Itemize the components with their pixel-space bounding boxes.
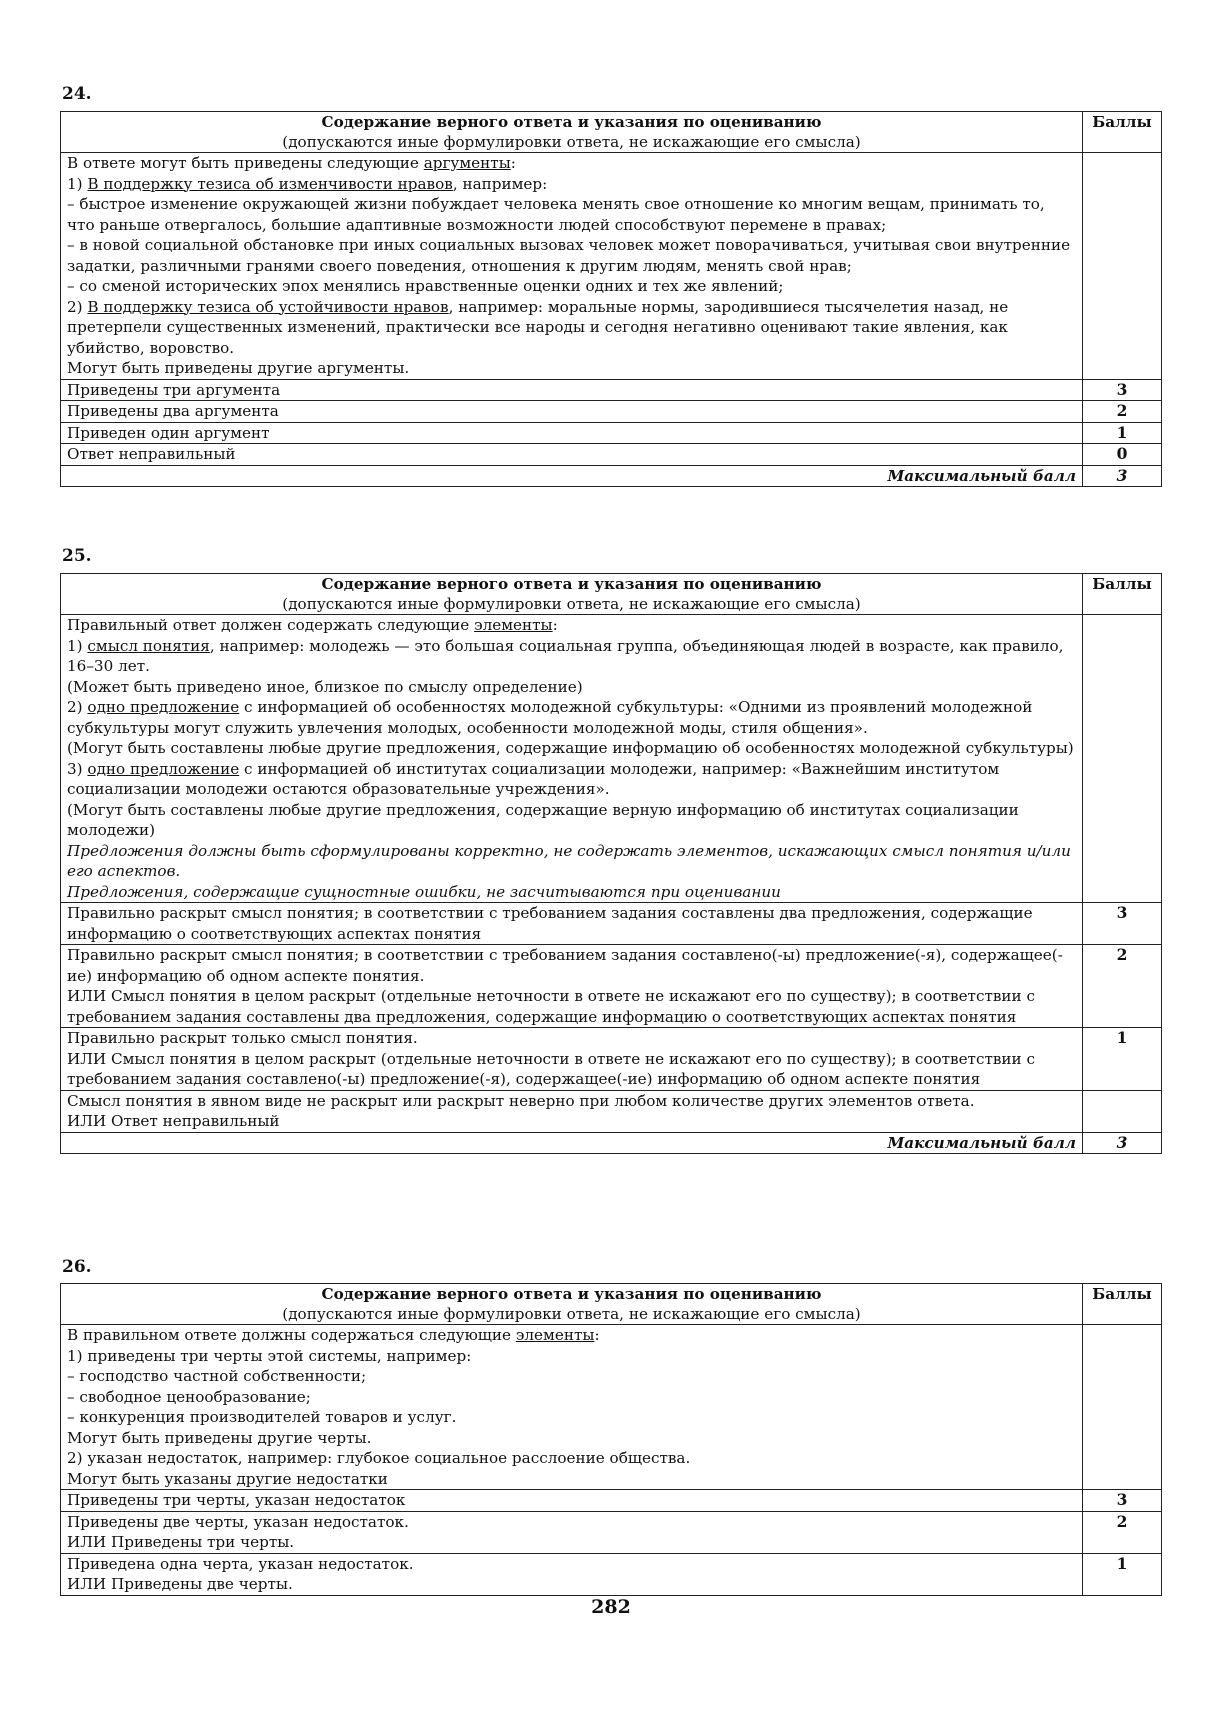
score-row: [61, 379, 1162, 401]
text: 3): [67, 759, 88, 778]
question-number-24: 24.: [62, 84, 92, 104]
score-row: [61, 444, 1162, 466]
header-title: Содержание верного ответа и указания по оцениванию: [321, 113, 822, 131]
criterion-line: Приведена одна черта, указан недостаток.: [67, 1554, 414, 1573]
criterion-line: Правильно раскрыт смысл понятия; в соответствии с требованием задания составлены два предложения, содержащие информацию о соответствующих аспектах понятия: [67, 904, 1033, 943]
content-line: Могут быть указаны другие недостатки: [67, 1469, 388, 1488]
header-title: Содержание верного ответа и указания по оцениванию: [321, 1285, 822, 1303]
text: , например: молодежь — это большая социальная группа, объединяющая людей в возрасте, как правило, 16–30 лет.: [67, 636, 1064, 675]
text: :: [552, 616, 558, 634]
answer-content: [61, 1325, 1083, 1490]
points-cell: [1083, 153, 1162, 380]
score-row: [61, 1553, 1162, 1595]
score-points: 2: [1083, 1511, 1162, 1553]
answer-table-25: [60, 573, 1162, 1154]
note-line: (Могут быть составлены любые другие предложения, содержащие верную информацию об институтах социализации молодежи): [67, 800, 1019, 839]
score-criterion: [61, 945, 1083, 1028]
note-line: (Может быть приведено иное, близкое по смыслу определение): [67, 677, 583, 696]
points-cell: [1083, 1325, 1162, 1490]
max-score-points: 3: [1083, 465, 1162, 487]
italic-note: Предложения, содержащие сущностные ошибки, не засчитываются при оценивании: [67, 882, 781, 901]
score-row: [61, 1511, 1162, 1553]
page-number: 282: [591, 1596, 631, 1618]
score-points: 1: [1083, 1028, 1162, 1091]
header-points: Баллы: [1083, 112, 1162, 153]
answer-table-24: [60, 111, 1162, 487]
text: 2): [67, 297, 88, 316]
score-criterion: [61, 1553, 1083, 1595]
header-content: [61, 1284, 1083, 1325]
criterion-line: ИЛИ Смысл понятия в целом раскрыт (отдельные неточности в ответе не искажают его по существу); в соответствии с требованием задания составлены два предложения, содержащие информацию о соответствующих аспектах понятия: [67, 987, 1035, 1026]
max-score-label: Максимальный балл: [61, 465, 1083, 487]
note-line: Могут быть приведены другие аргументы.: [67, 359, 410, 377]
score-points: 3: [1083, 1490, 1162, 1512]
answer-content-row: [61, 153, 1162, 380]
score-points: 1: [1083, 422, 1162, 444]
text: , например:: [452, 174, 548, 193]
criterion-line: ИЛИ Приведены три черты.: [67, 1533, 295, 1551]
text: с информацией об институтах социализации молодежи, например: «Важнейшим институтом социализации молодежи остаются образовательные учреждения».: [67, 759, 1000, 798]
score-criterion: Приведены два аргумента: [61, 401, 1083, 423]
answer-table-26: [60, 1283, 1162, 1596]
score-row: [61, 1028, 1162, 1091]
underlined-text: одно предложение: [87, 698, 240, 716]
answer-content-row: [61, 615, 1162, 903]
table-header: [61, 112, 1162, 153]
question-number-26: 26.: [62, 1257, 92, 1277]
score-criterion: [61, 1490, 1083, 1512]
answer-content: [61, 615, 1083, 903]
score-row: [61, 1090, 1162, 1132]
text: 1): [67, 636, 88, 655]
header-subtitle: (допускаются иные формулировки ответа, не искажающие его смысла): [282, 595, 861, 613]
underlined-text: элементы: [474, 616, 553, 634]
text: , например: моральные нормы, зародившиеся тысячелетия назад, не претерпели существенных изменений, практически все народы и сегодня негативно оценивают такие явления, как убийство, воровство.: [67, 297, 1009, 357]
criterion-line: Приведены две черты, указан недостаток.: [67, 1512, 409, 1531]
question-number-25: 25.: [62, 546, 92, 566]
score-criterion: [61, 1090, 1083, 1132]
header-points: Баллы: [1083, 574, 1162, 615]
content-line: – конкуренция производителей товаров и услуг.: [67, 1408, 457, 1426]
underlined-text: смысл понятия: [87, 636, 210, 655]
score-points: 2: [1083, 945, 1162, 1028]
content-line: Могут быть приведены другие черты.: [67, 1428, 372, 1447]
underlined-text: одно предложение: [87, 759, 240, 778]
criterion-line: Приведены три черты, указан недостаток: [67, 1491, 406, 1509]
score-criterion: Приведены три аргумента: [61, 379, 1083, 401]
score-points: 0: [1083, 444, 1162, 466]
argument-line: – быстрое изменение окружающей жизни побуждает человека менять свое отношение ко многим вещам, принимать то, что раньше отвергалось, большие адаптивные возможности людей способствуют перемене в правах;: [67, 195, 1045, 234]
content-line: – господство частной собственности;: [67, 1367, 367, 1385]
score-row: [61, 422, 1162, 444]
score-points: 3: [1083, 903, 1162, 945]
underlined-text: В поддержку тезиса об изменчивости нравов: [87, 174, 453, 193]
criterion-line: Правильно раскрыт только смысл понятия.: [67, 1029, 418, 1047]
score-criterion: [61, 903, 1083, 945]
score-points: 2: [1083, 401, 1162, 423]
max-score-label: Максимальный балл: [61, 1132, 1083, 1154]
header-points: Баллы: [1083, 1284, 1162, 1325]
header-title: Содержание верного ответа и указания по оцениванию: [321, 575, 822, 593]
score-row: [61, 903, 1162, 945]
underlined-text: аргументы: [423, 154, 511, 172]
text: 1): [67, 174, 88, 193]
underlined-text: В поддержку тезиса об устойчивости нравов: [87, 297, 449, 316]
criterion-line: ИЛИ Приведены две черты.: [67, 1575, 293, 1593]
text: с информацией об особенностях молодежной субкультуры: «Одними из проявлений молодежной субкультуры могут служить увлечения молодых, особенности молодежной моды, стиля общения».: [67, 698, 1033, 737]
score-points: 3: [1083, 379, 1162, 401]
score-points: [1083, 1090, 1162, 1132]
criterion-line: Правильно раскрыт смысл понятия; в соответствии с требованием задания составлено(-ы) предложение(-я), содержащее(-ие) информацию об одном аспекте понятия.: [67, 946, 1063, 985]
max-score-points: 3: [1083, 1132, 1162, 1154]
score-row: [61, 1490, 1162, 1512]
content-line: 2) указан недостаток, например: глубокое социальное расслоение общества.: [67, 1449, 691, 1467]
header-content: [61, 574, 1083, 615]
content-line: – свободное ценообразование;: [67, 1387, 311, 1406]
criterion-line: ИЛИ Смысл понятия в целом раскрыт (отдельные неточности в ответе не искажают его по существу); в соответствии с требованием задания составлено(-ы) предложение(-я), содержащее(-ие) информацию об одном аспекте понятия: [67, 1049, 1035, 1088]
score-criterion: [61, 1511, 1083, 1553]
score-row: [61, 945, 1162, 1028]
argument-line: – в новой социальной обстановке при иных социальных вызовах человек может поворачиваться, учитывая свои внутренние задатки, различными гранями своего поведения, отношения к другим людям, менять свой нрав;: [67, 236, 1071, 275]
text: Правильный ответ должен содержать следующие: [67, 616, 475, 634]
text: :: [510, 154, 516, 172]
note-line: (Могут быть составлены любые другие предложения, содержащие информацию об особенностях молодежной субкультуры): [67, 739, 1074, 757]
text: В ответе могут быть приведены следующие: [67, 154, 424, 172]
text: :: [594, 1326, 600, 1344]
criterion-line: ИЛИ Ответ неправильный: [67, 1112, 280, 1130]
header-subtitle: (допускаются иные формулировки ответа, не искажающие его смысла): [282, 1305, 861, 1323]
underlined-text: элементы: [515, 1326, 595, 1344]
criterion-line: Смысл понятия в явном виде не раскрыт или раскрыт неверно при любом количестве других элементов ответа.: [67, 1091, 975, 1110]
table-header: [61, 574, 1162, 615]
max-score-row: [61, 465, 1162, 487]
answer-content: [61, 153, 1083, 380]
text: 2): [67, 698, 88, 716]
italic-note: Предложения должны быть сформулированы корректно, не содержать элементов, искажающих смысл понятия и/или его аспектов.: [67, 841, 1071, 880]
table-header: [61, 1284, 1162, 1325]
score-criterion: Приведен один аргумент: [61, 422, 1083, 444]
score-criterion: Ответ неправильный: [61, 444, 1083, 466]
score-points: 1: [1083, 1553, 1162, 1595]
text: В правильном ответе должны содержаться следующие: [67, 1326, 516, 1344]
answer-content-row: [61, 1325, 1162, 1490]
content-line: 1) приведены три черты этой системы, например:: [67, 1346, 472, 1365]
header-content: [61, 112, 1083, 153]
score-criterion: [61, 1028, 1083, 1091]
argument-line: – со сменой исторических эпох менялись нравственные оценки одних и тех же явлений;: [67, 277, 784, 295]
points-cell: [1083, 615, 1162, 903]
header-subtitle: (допускаются иные формулировки ответа, не искажающие его смысла): [282, 133, 861, 151]
max-score-row: [61, 1132, 1162, 1154]
score-row: [61, 401, 1162, 423]
